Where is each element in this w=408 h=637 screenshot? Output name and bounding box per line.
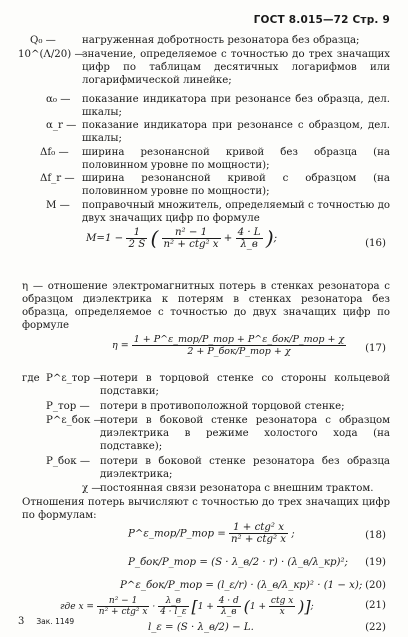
def-term: M — <box>46 200 70 211</box>
eq18-den: n² + ctg² x <box>231 534 287 545</box>
eq16-frac1-den: 2 S <box>128 238 146 250</box>
eq18-num: 1 + ctg² x <box>229 522 288 534</box>
eq17-den: 2 + P_бок/P_тор + χ <box>187 346 291 357</box>
where-term: P^ε_бок — <box>46 415 104 426</box>
def-text: значение, определяемое с точностью до трех значащих цифр по таблицам десятичных логарифмов или логарифмической линейке; <box>82 49 390 86</box>
def-term: Δf₀ — <box>40 147 69 158</box>
where-term: P_бок — <box>46 456 91 467</box>
equation-20: P^ε_бок/P_тор = (l_ε/r) · (λ_в/λ_кр)² · (1 − x); <box>120 580 363 591</box>
equation-number: (18) <box>365 530 386 541</box>
def-term: Δf_r — <box>40 173 75 184</box>
def-term: Q₀ — <box>30 35 56 46</box>
where-text: постоянная связи резонатора с внешним трактом. <box>100 483 374 494</box>
equation-number: (22) <box>365 622 386 633</box>
eq21-frac-b-num: λ_в <box>158 596 189 607</box>
equation-18: P^ε_тор/P_тор = $\frac{\text{1 + ctg² x}}{\text{n² + ctg² x}}$ ; <box>128 522 295 545</box>
where-term: P_тор — <box>46 401 90 412</box>
eq21-frac-a-num: n² − 1 <box>97 596 150 607</box>
eq21-frac-d-num: ctg x <box>270 596 294 606</box>
equation-number: (16) <box>365 238 386 249</box>
ratio-paragraph: Отношения потерь вычисляют с точностью до трех значащих цифр по формулам: <box>22 497 390 521</box>
eq17-num: 1 + P^ε_тор/P_тор + P^ε_бок/P_тор + χ <box>133 334 345 345</box>
def-text: ширина резонансной кривой с образцом (на половинном уровне по мощности); <box>82 173 390 197</box>
eta-paragraph: η — отношение электромагнитных потерь в стенках резонатора с образцом диэлектрика к потерям в стенках резонатора без образца, определяемое с точностью до двух значащих цифр по формуле <box>22 281 390 331</box>
equation-number: (17) <box>365 343 386 354</box>
equation-number: (20) <box>365 580 386 591</box>
equation-19: P_бок/P_тор = (S · λ_в/2 · r) · (λ_в/λ_кр)²; <box>128 557 348 568</box>
eq17-lhs: η = <box>112 340 129 351</box>
def-text: показание индикатора при резонансе с образцом, дел. шкалы; <box>82 120 390 144</box>
eq16-lhs: M=1 − <box>86 233 124 244</box>
eq18-lhs: P^ε_тор/P_тор = <box>128 528 226 540</box>
where-text: потери в противоположной торцовой стенке; <box>100 401 345 412</box>
def-text: нагруженная добротность резонатора без образца; <box>82 35 360 46</box>
where-text: потери в торцовой стенке со стороны кольцевой подставки; <box>100 373 390 397</box>
page-number: 3 <box>18 616 25 627</box>
eq16-frac3-den: λ_в <box>240 238 258 250</box>
def-term: 10^(Λ/20) — <box>18 49 85 60</box>
eq21-frac-c-num: 4 · d <box>218 596 239 606</box>
page-header: ГОСТ 8.015—72 Стр. 9 <box>253 14 390 26</box>
equation-number: (21) <box>365 600 386 611</box>
equation-16: M=1 − $\frac{1}{2 S}$ ( $\frac{\text{n² − 1}}{\text{n² + ctg² x}}$ + $\frac{4 \cdot L}{\lambda\_в}$ ); <box>86 226 278 250</box>
where-text: потери в боковой стенке резонатора с образцом диэлектрика в режиме холостого хода (на подставке); <box>100 415 390 452</box>
equation-21: где x = $\frac{\text{n² − 1}}{\text{n² + ctg² x}}$ · $\frac{\lambda\_в}{4 \cdot l\_\varepsilon}$ [1 + $\frac{4 \cdot d}{\lambda\_в}$ (1 + $\frac{\text{ctg x}}{x}$ )]; <box>60 596 314 617</box>
where-term: P^ε_тор — <box>46 373 104 384</box>
equation-17 <box>112 334 346 357</box>
eq21-frac-b-den: 4 · l_ε <box>160 607 187 617</box>
def-text: показание индикатора при резонансе без образца, дел. шкалы; <box>82 94 390 118</box>
def-text: поправочный множитель, определяемый с точностью до двух значащих цифр по формуле <box>82 200 390 224</box>
where-text: потери в боковой стенке резонатора без образца диэлектрика; <box>100 456 390 480</box>
eq16-frac2-den: n² + ctg² x <box>163 238 219 250</box>
eq16-frac1-num: 1 <box>126 227 147 239</box>
def-text: ширина резонансной кривой без образца (на половинном уровне по мощности); <box>82 147 390 171</box>
eq21-frac-a-den: n² + ctg² x <box>98 607 148 617</box>
order-number: Зак. 1149 <box>36 617 75 626</box>
page-footer <box>18 616 74 627</box>
def-term: α_r — <box>46 120 77 131</box>
def-term: α₀ — <box>46 94 71 105</box>
where-label: где <box>22 373 40 384</box>
eq21-frac-c-den: λ_в <box>221 607 237 617</box>
eq21-frac-d-den: x <box>279 607 285 617</box>
equation-number: (19) <box>365 557 386 568</box>
where-term: χ — <box>82 483 102 494</box>
eq21-lhs: где x = <box>60 602 94 612</box>
equation-22: l_ε = (S · λ_в/2) − L. <box>148 622 254 633</box>
eq16-frac2-num: n² − 1 <box>162 227 221 239</box>
eq16-frac3-num: 4 · L <box>237 226 261 238</box>
